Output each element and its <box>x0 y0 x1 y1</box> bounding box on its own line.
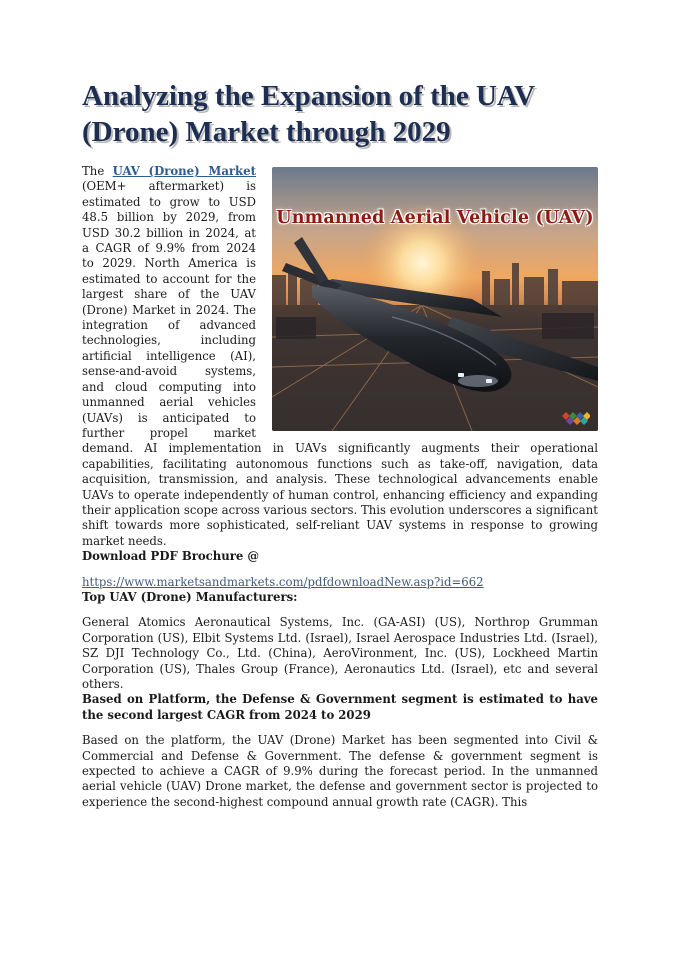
figure-caption: Unmanned Aerial Vehicle (UAV) <box>276 208 594 228</box>
document-body <box>82 164 598 810</box>
download-label: Download PDF Brochure @ <box>82 549 260 564</box>
intro-text: (OEM+ aftermarket) is estimated to grow to USD 48.5 billion by 2029, from USD 30.2 billion in 2024, at a CAGR of 9.9% from 2024 to 2029. North America is estimated to account for the largest share of the UAV (Drone) Market in 2024. The integration of advanced technologies, including artificial intelligence (AI), sense-and-avoid systems, and cloud computing into unmanned aerial vehicles (UAVs) is anticipated to further propel market demand. AI implementation in UAVs significantly augments their operational capabilities, facilitating autonomous functions such as take-off, navigation, data acquisition, transmission, and analysis. These technological advancements enable UAVs to operate independently of human control, enhancing efficiency and expanding their application scope across various sectors. This evolution underscores a significant shift towards more sophisticated, self-reliant UAV systems in response to growing market needs. <box>82 179 598 548</box>
uav-illustration <box>272 167 598 431</box>
intro-lead: The <box>82 164 113 178</box>
drone-image <box>272 167 598 431</box>
manufacturers-paragraph: General Atomics Aeronautical Systems, Inc. (GA-ASI) (US), Northrop Grumman Corporation (US), Elbit Systems Ltd. (Israel), Israel Aerospace Industries Ltd. (Israel), SZ DJI Technology Co., Ltd. (China), AeroVironment, Inc. (US), Lockheed Martin Corporation (US), Thales Group (France), Aeronautics Ltd. (Israel), etc and several others. <box>82 615 598 691</box>
marketsandmarkets-logo-icon <box>562 411 590 425</box>
manufacturers-heading: Top UAV (Drone) Manufacturers: <box>82 589 298 604</box>
uav-market-link[interactable]: UAV (Drone) Market <box>112 164 256 178</box>
page-title: Analyzing the Expansion of the UAV (Drone) Market through 2029 <box>82 80 535 148</box>
brochure-link[interactable]: https://www.marketsandmarkets.com/pdfdownloadNew.asp?id=662 <box>82 574 484 589</box>
platform-heading: Based on Platform, the Defense & Government segment is estimated to have the second largest CAGR from 2024 to 2029 <box>82 692 598 722</box>
platform-paragraph: Based on the platform, the UAV (Drone) Market has been segmented into Civil & Commercial and Defense & Government. The defense & government segment is expected to achieve a CAGR of 9.9% during the forecast period. In the unmanned aerial vehicle (UAV) Drone market, the defense and government sector is projected to experience the second-highest compound annual growth rate (CAGR). This <box>82 733 598 809</box>
